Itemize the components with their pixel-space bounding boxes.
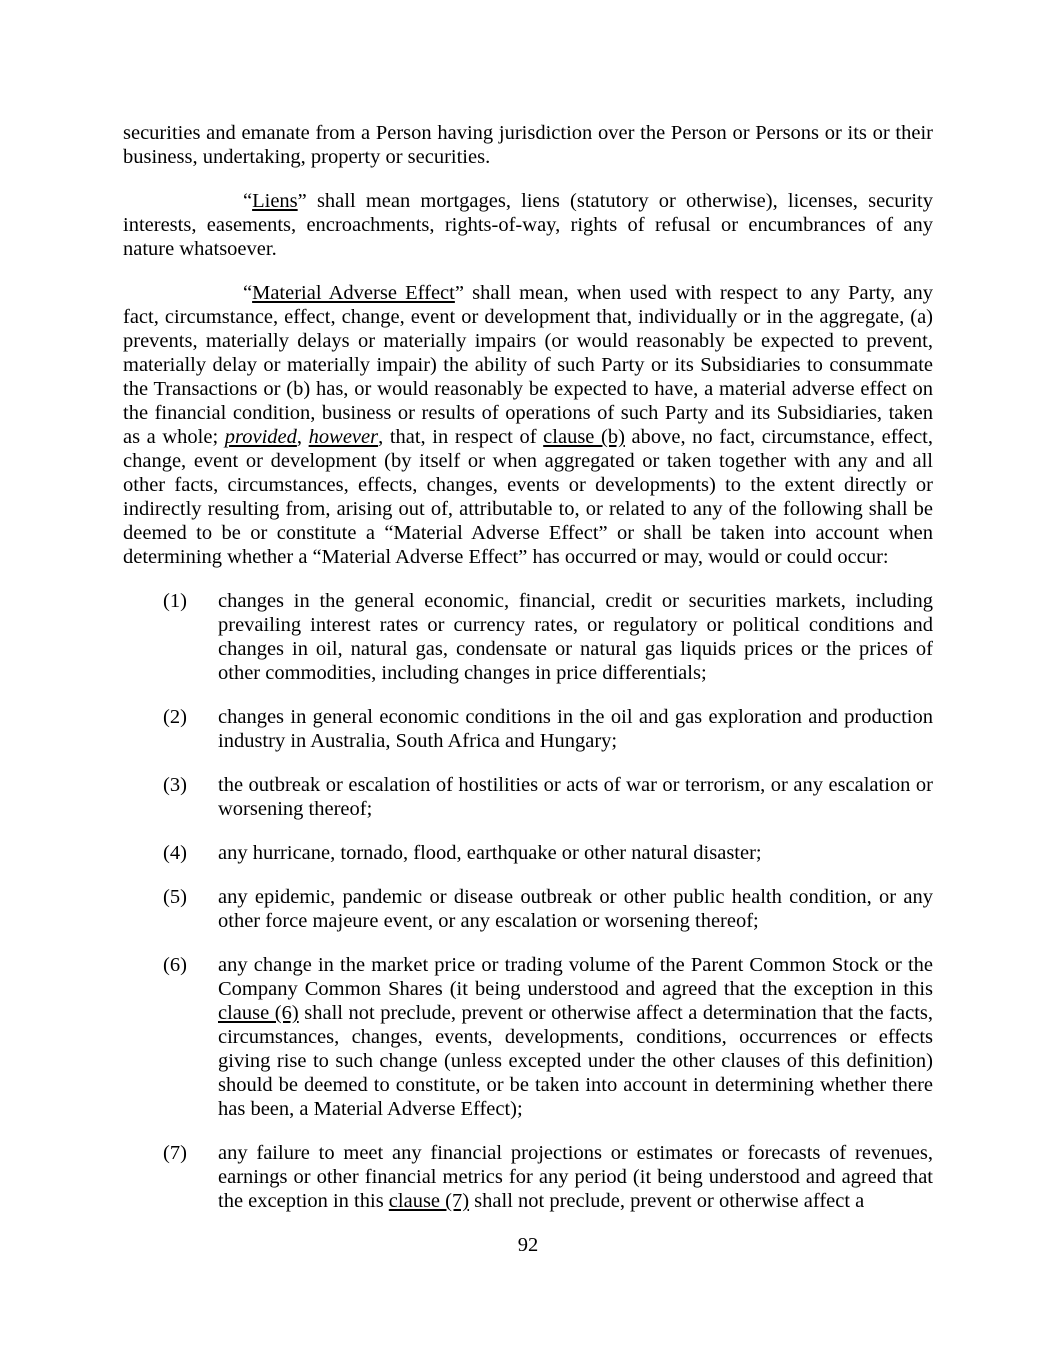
text-segment: ” shall mean mortgages, liens (statutory or otherwise), licenses, security interests, easements, encroachments, rights-of-way, rights of refusal or encumbrances of any nature whatsoever.	[123, 190, 933, 260]
paragraph	[123, 121, 933, 169]
text-segment: securities and emanate from a Person having jurisdiction over the Person or Persons or its or their business, undertaking, property or securities.	[123, 122, 933, 168]
list-item	[123, 705, 933, 753]
text-segment: any failure to meet any financial projections or estimates or forecasts of revenues, earnings or other financial metrics for any period (it being understood and agreed that the exception in this	[218, 1142, 933, 1212]
list-marker: (3)	[163, 774, 187, 796]
list-item	[123, 885, 933, 933]
list-text	[218, 954, 933, 1120]
text-segment: shall not preclude, prevent or otherwise affect a determination that the facts, circumstances, changes, events, developments, conditions, occurrences or effects giving rise to such change (unless excepted under the other clauses of this definition) should be deemed to constitute, or be taken into account in determining whether there has been, a Material Adverse Effect);	[218, 1002, 934, 1120]
emphasized-term: Material Adverse Effect	[252, 282, 455, 304]
paragraph	[123, 281, 933, 569]
list-marker: (4)	[163, 842, 187, 864]
emphasized-term: clause (7)	[388, 1190, 470, 1212]
list-item	[123, 841, 933, 865]
text-segment: changes in general economic conditions in the oil and gas exploration and production industry in Australia, South Africa and Hungary;	[218, 706, 933, 752]
list-text	[218, 842, 762, 864]
list-text	[218, 886, 933, 932]
list-item	[123, 773, 933, 821]
text-segment: above, no fact, circumstance, effect, change, event or development (by itself or when aggregated or taken together with any and all other facts, circumstances, effects, changes, events or developments) to the extent directly or indirectly resulting from, arising out of, attributable to, or related to any of the following shall be deemed to be or constitute a “Material Adverse Effect” or shall be taken into account when determining whether a “Material Adverse Effect” has occurred or may, would or could occur:	[123, 426, 933, 568]
text-segment: any change in the market price or trading volume of the Parent Common Stock or the Company Common Shares (it being understood and agreed that the exception in this	[218, 954, 933, 1000]
list-marker: (1)	[163, 590, 187, 612]
list-marker: (7)	[163, 1142, 187, 1164]
list-marker: (2)	[163, 706, 187, 728]
list-text	[218, 1142, 933, 1212]
list-item	[123, 1141, 933, 1213]
document-body	[123, 121, 933, 1257]
page-number: 92	[517, 1234, 539, 1256]
text-segment: shall not preclude, prevent or otherwise affect a	[469, 1190, 865, 1212]
text-segment: ,	[296, 426, 309, 448]
emphasized-term: however	[308, 426, 379, 448]
emphasized-term: clause (b)	[543, 426, 625, 448]
list-text	[218, 706, 933, 752]
list-text	[218, 774, 933, 820]
list-marker: (5)	[163, 886, 187, 908]
text-segment: changes in the general economic, financial, credit or securities markets, including prevailing interest rates or currency rates, or regulatory or political conditions and changes in oil, natural gas, condensate or natural gas liquids prices or the prices of other commodities, including changes in price differentials;	[218, 590, 933, 684]
text-segment: ” shall mean, when used with respect to any Party, any fact, circumstance, effect, change, event or development that, individually or in the aggregate, (a) prevents, materially delays or materially impairs (or would reasonably be expected to prevent, materially delay or materially impair) the ability of such Party or its Subsidiaries to consummate the Transactions or (b) has, or would reasonably be expected to have, a material adverse effect on the financial condition, business or results of operations of such Party and its Subsidiaries, taken as a whole;	[123, 282, 933, 448]
emphasized-term: clause (6)	[218, 1002, 299, 1024]
text-segment: the outbreak or escalation of hostilities or acts of war or terrorism, or any escalation or worsening thereof;	[218, 774, 933, 820]
emphasized-term: provided	[224, 426, 297, 448]
list-item	[123, 953, 933, 1121]
text-segment: any epidemic, pandemic or disease outbreak or other public health condition, or any other force majeure event, or any escalation or worsening thereof;	[218, 886, 933, 932]
emphasized-term: Liens	[252, 190, 298, 212]
list-item	[123, 589, 933, 685]
paragraphs-container	[123, 121, 933, 1213]
text-segment: any hurricane, tornado, flood, earthquake or other natural disaster;	[218, 842, 762, 864]
text-segment: , that, in respect of	[378, 426, 544, 448]
list-text	[218, 590, 933, 684]
list-marker: (6)	[163, 954, 187, 976]
text-segment: “	[243, 282, 253, 304]
text-segment: “	[243, 190, 253, 212]
paragraph	[123, 189, 933, 261]
